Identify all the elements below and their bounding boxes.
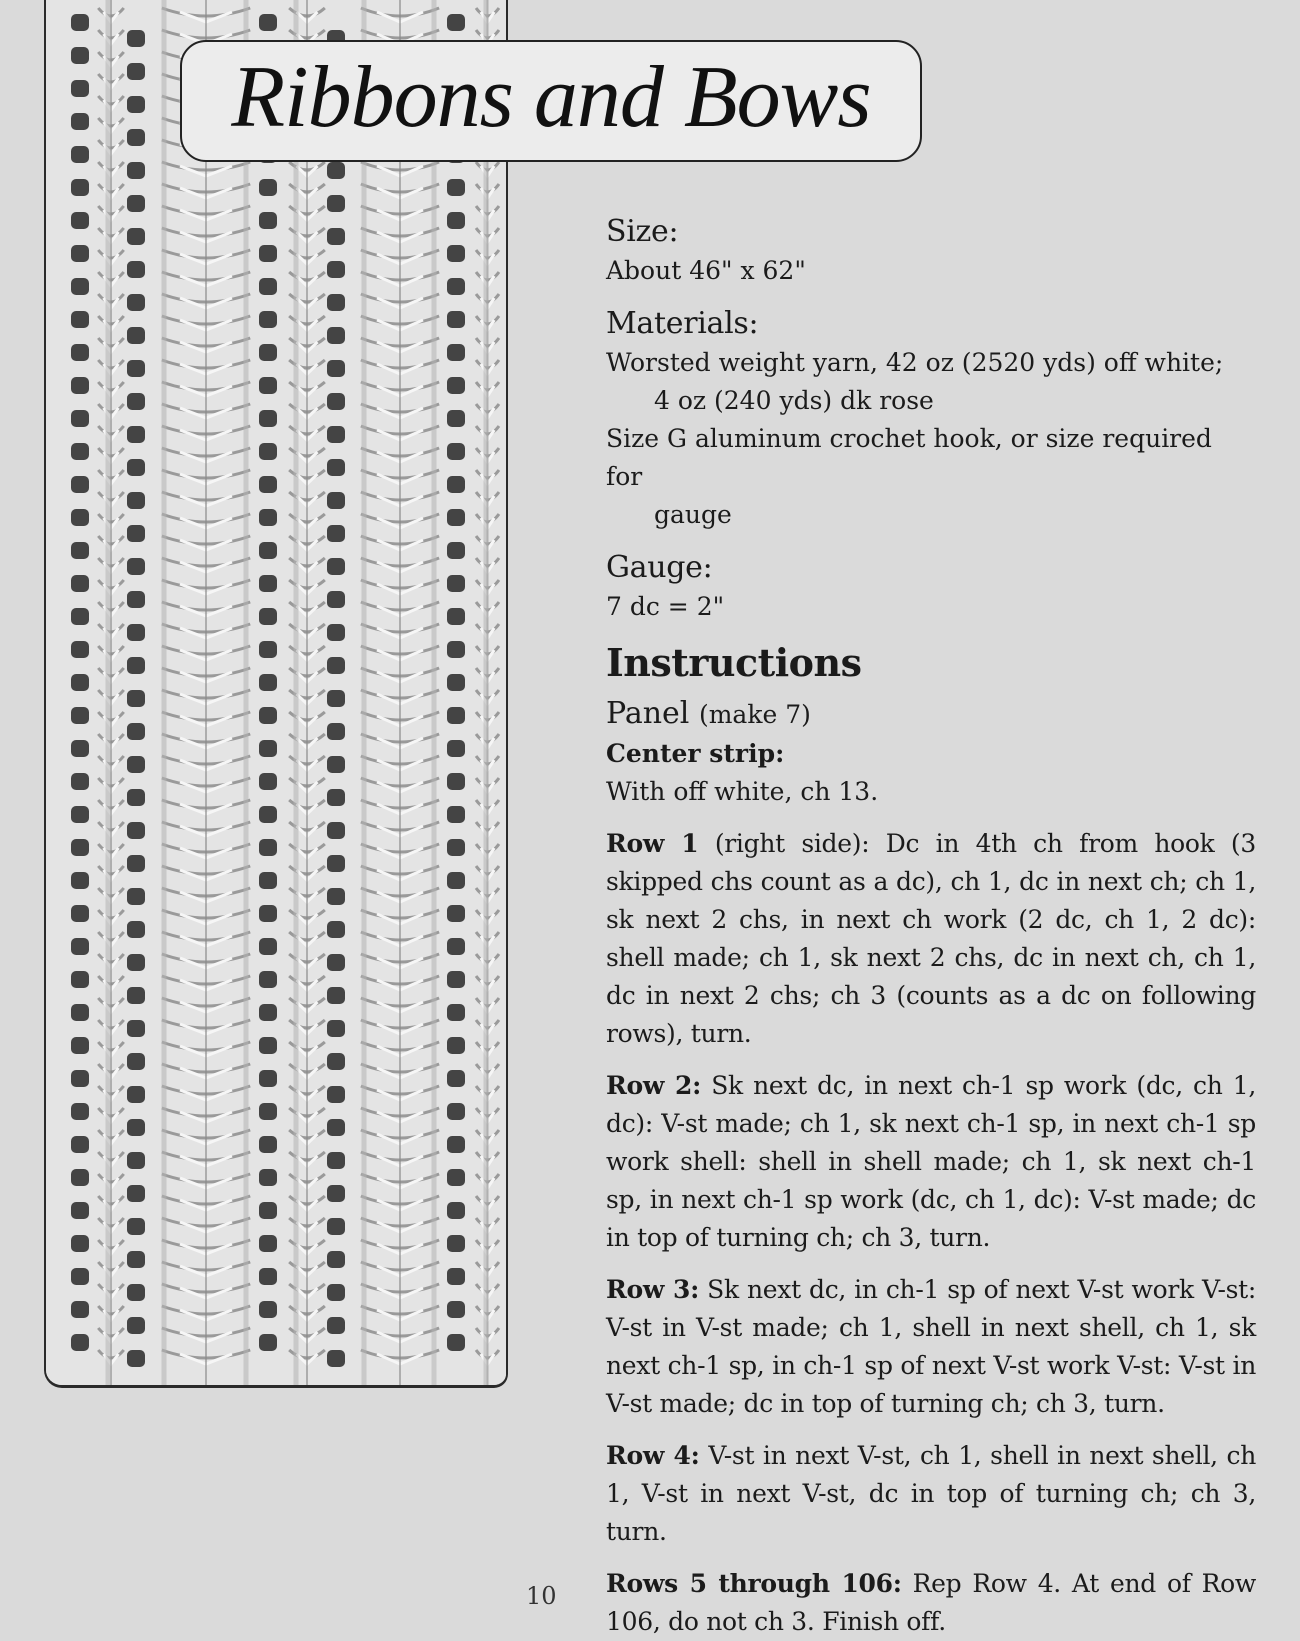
size-heading: Size: [606, 214, 679, 249]
row-text: Sk next dc, in next ch-1 sp work (dc, ch 1, dc): V-st made; ch 1, sk next ch-1 sp, in next ch-1 sp work shell: shell in shell made; ch 1, sk next ch-1 sp, in next ch-1 sp work (dc, ch 1, dc): V-st made; dc in top of turning ch; ch 3, turn. [606, 1071, 1256, 1252]
row-label: Rows 5 through 106: [606, 1569, 902, 1598]
center-strip-heading: Center strip: [606, 739, 785, 768]
size-value: About 46" x 62" [606, 256, 806, 285]
panel-heading [606, 694, 1256, 735]
materials-line: 4 oz (240 yds) dk rose [654, 386, 934, 415]
pattern-text-column [606, 212, 1256, 1641]
row-label: Row 2: [606, 1071, 702, 1100]
row-instruction [606, 1565, 1256, 1641]
row-text: V-st in next V-st, ch 1, shell in next shell, ch 1, V-st in next V-st, dc in top of turning ch; ch 3, turn. [606, 1441, 1257, 1546]
panel-note: (make 7) [698, 700, 811, 729]
center-strip-text: With off white, ch 13. [606, 777, 879, 806]
gauge-heading: Gauge: [606, 550, 713, 585]
row-label: Row 3: [606, 1275, 700, 1304]
title-banner [180, 40, 922, 162]
row-label: Row 4: [606, 1441, 700, 1470]
row-label: Row 1 [606, 829, 699, 858]
materials-line: Worsted weight yarn, 42 oz (2520 yds) off white; [606, 348, 1224, 377]
row-text: Sk next dc, in ch-1 sp of next V-st work V-st: V-st in V-st made; ch 1, shell in next shell, ch 1, sk next ch-1 sp, in ch-1 sp of next V-st work V-st: V-st in V-st made; dc in top of turning ch; ch 3, turn. [606, 1275, 1257, 1418]
materials-line: gauge [654, 500, 732, 529]
panel-label: Panel [606, 696, 690, 731]
gauge-value: 7 dc = 2" [606, 592, 725, 621]
page-title: Ribbons and Bows [231, 49, 871, 146]
materials-heading: Materials: [606, 306, 759, 341]
crochet-panel-illustration [46, 0, 506, 1385]
row-instruction [606, 1067, 1256, 1257]
size-section [606, 212, 1256, 290]
row-text: Rep Row 4. At end of Row 106, do not ch 3. Finish off. [606, 1569, 1257, 1636]
instructions-heading: Instructions [606, 640, 862, 685]
page-number: 10 [526, 1582, 557, 1610]
crochet-panel-photo [44, 0, 508, 1388]
row-instruction [606, 1271, 1256, 1423]
materials-line: Size G aluminum crochet hook, or size required for [606, 424, 1212, 491]
gauge-section [606, 548, 1256, 626]
row-text: (right side): Dc in 4th ch from hook (3 skipped chs count as a dc), ch 1, dc in next ch; ch 1, sk next 2 chs, in next ch work (2 dc, ch 1, 2 dc): shell made; ch 1, sk next 2 chs, dc in next ch, ch 1, dc in next 2 chs; ch 3 (counts as a dc on following rows), turn. [606, 829, 1256, 1048]
row-instruction [606, 1437, 1256, 1551]
row-instruction [606, 825, 1256, 1053]
materials-section [606, 304, 1256, 534]
